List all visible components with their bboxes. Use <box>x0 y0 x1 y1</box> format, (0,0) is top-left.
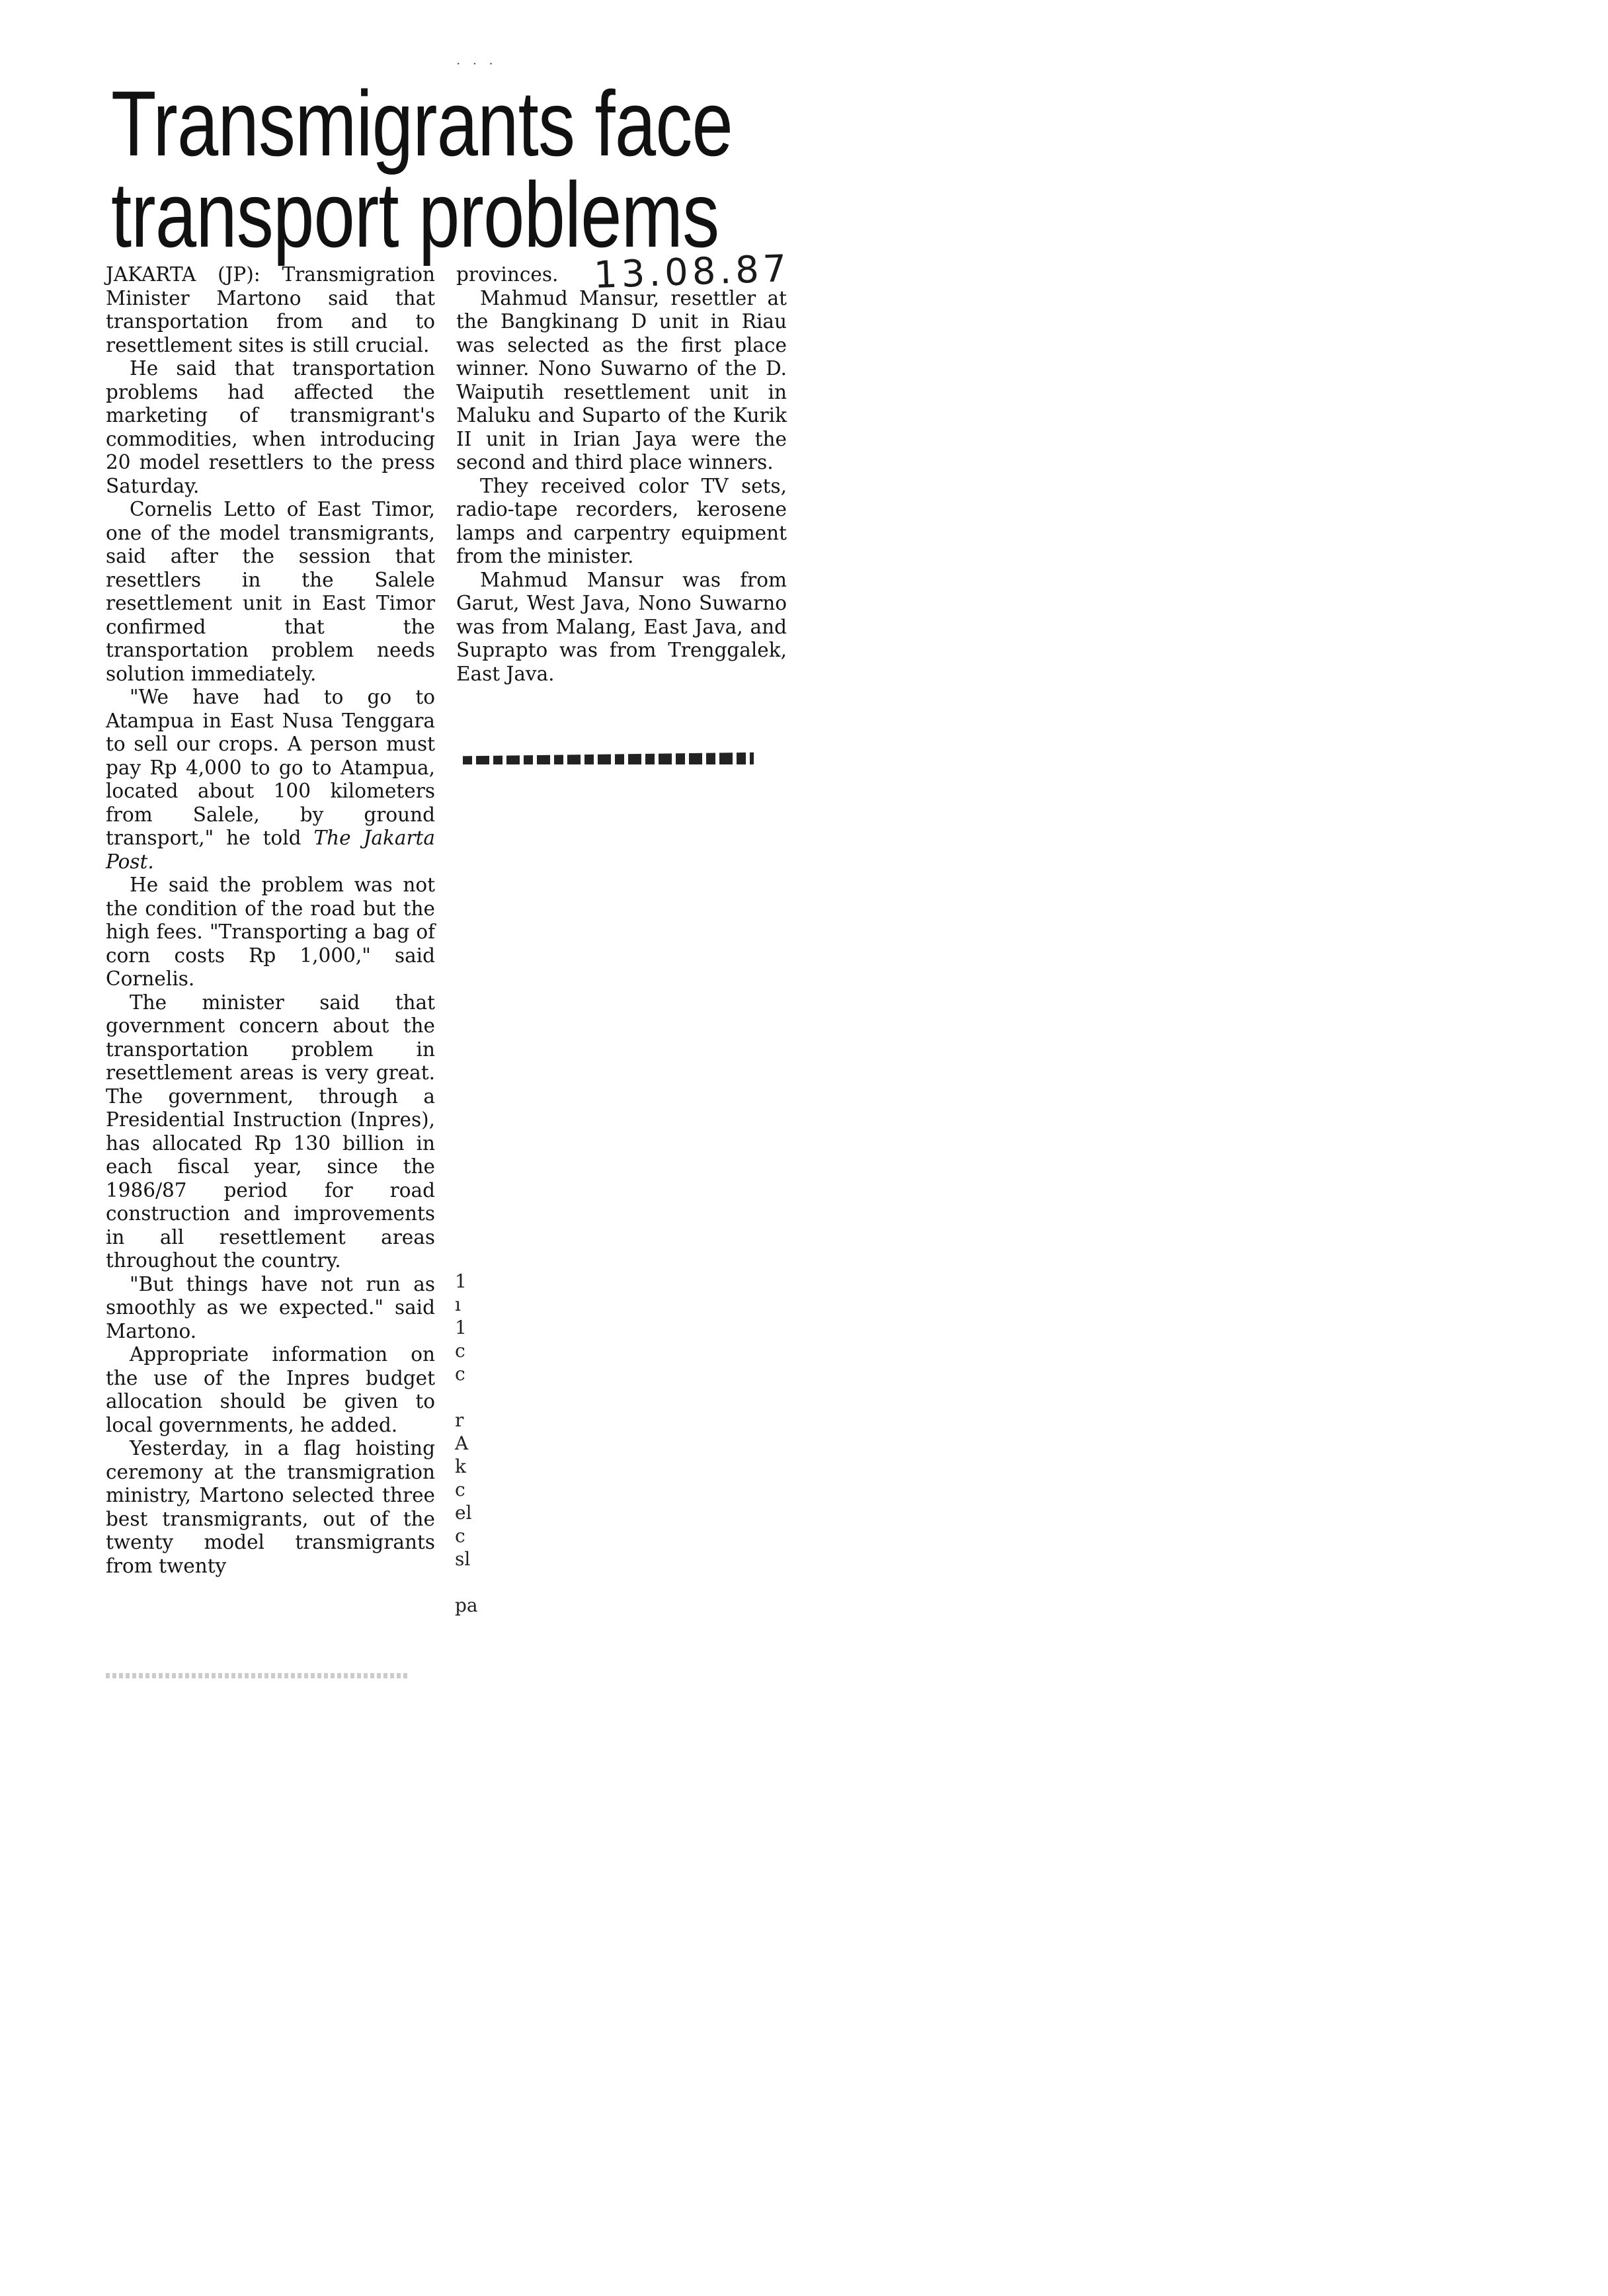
scan-artifact: · · · <box>456 56 497 71</box>
paragraph-11: Mahmud Mansur, resettler at the Bangkinang D unit in Riau was selected as the first place winner. Nono Suwarno of the D. Waiputih resettlement unit in Maluku and Suparto of the Kurik II unit in Irian Jaya were the second and third place winners. <box>456 286 787 473</box>
quote-source: The Jakarta Post. <box>106 827 435 873</box>
right-column <box>456 263 787 686</box>
paragraph-12: They received color TV sets, radio-tape recorders, kerosene lamps and carpentry equipment from the minister. <box>456 474 787 567</box>
paragraph-1: JAKARTA (JP): Transmigration Minister Martono said that transportation from and to resettlement sites is still crucial. <box>106 263 435 356</box>
paragraph-10: provinces. <box>456 263 559 286</box>
paragraph-13: Mahmud Mansur was from Garut, West Java, Nono Suwarno was from Malang, East Java, and Suprapto was from Trenggalek, East Java. <box>456 568 787 685</box>
paragraph-3: Cornelis Letto of East Timor, one of the model transmigrants, said after the session that resettlers in the Salele resettlement unit in East Timor confirmed that the transportation problem needs solution immediately. <box>106 498 435 685</box>
paragraph-7: "But things have not run as smoothly as we expected." said Martono. <box>106 1272 435 1342</box>
cut-off-next-headline <box>463 746 754 764</box>
headline-line-1: Transmigrants face <box>111 71 733 175</box>
paragraph-9: Yesterday, in a flag hoisting ceremony at the transmigration ministry, Martono selected three best transmigrants, out of the twenty model transmigrants from twenty <box>106 1437 435 1577</box>
headline <box>111 71 733 266</box>
paragraph-4 <box>106 686 435 874</box>
paragraph-8: Appropriate information on the use of the Inpres budget allocation should be given to local governments, he added. <box>106 1343 435 1436</box>
left-column <box>106 263 435 1578</box>
scan-artifact-bottom <box>106 1673 410 1678</box>
paragraph-4-text: "We have had to go to Atampua in East Nusa Tenggara to sell our crops. A person must pay Rp 4,000 to go to Atampua, located about 100 kilometers from Salele, by ground transport," he told <box>106 686 435 849</box>
headline-line-2: transport problems <box>111 163 719 266</box>
paragraph-6: The minister said that government concern about the transportation problem in resettlement areas is very great. The government, through a Presidential Instruction (Inpres), has allocated Rp 130 billion in each fiscal year, since the 1986/87 period for road construction and improvements in all resettlement areas throughout the country. <box>106 991 435 1272</box>
adjacent-article-fragment: 1 ı 1 c c r A k c el c sl pa <box>455 1270 478 1616</box>
paragraph-2: He said that transportation problems had affected the marketing of transmigrant's commodities, when introducing 20 model resettlers to the press Saturday. <box>106 357 435 497</box>
handwritten-date: 13.08.87 <box>592 247 791 298</box>
paragraph-5: He said the problem was not the condition of the road but the high fees. "Transporting a bag of corn costs Rp 1,000," said Cornelis. <box>106 874 435 990</box>
